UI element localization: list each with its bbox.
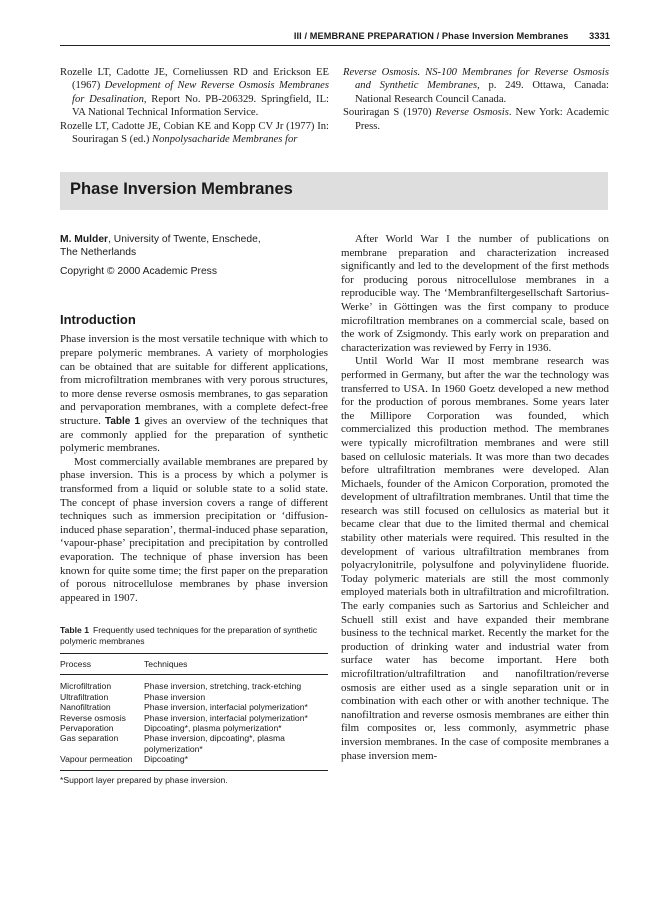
table-body xyxy=(60,675,328,769)
author-affiliation-country: The Netherlands xyxy=(60,247,137,259)
table-row: Microfiltration Phase inversion, stretching, track-etching xyxy=(60,681,302,692)
table-row: Reverse osmosis Phase inversion, interfacial polymerization* xyxy=(60,712,308,723)
author-name: M. Mulder xyxy=(60,234,109,245)
running-head-section: III / MEMBRANE PREPARATION / Phase Inversion Membranes xyxy=(293,31,569,41)
copyright-notice: Copyright © 2000 Academic Press xyxy=(60,266,217,278)
reference-item: Rozelle LT, Cadotte JE, Cobian KE and Kopp CV Jr (1977) In: Souriragan S (ed.) Nonpolysacharide Membranes for xyxy=(60,120,329,146)
page-number: 3331 xyxy=(589,31,610,41)
table-row: Gas separation Phase inversion, dipcoating*, plasma polymerization* xyxy=(60,733,285,754)
body-paragraph: Until World War II most membrane research was performed in Germany, but after the war the technology was transferred to USA. In 1960 Goetz developed a new method for the production of porous membranes. Some years later the Millipore Corporation was founded, which commercialized this production method. The membranes were typically microfiltration membranes and were still based on cellulosic materials. It was more than two decades before ultrafiltration membranes were developed. Alan Michaels, founder of the Amicon Corporation, promoted the development of ultrafiltration membranes. Until that time the research was still focused on cellulosics as material but it became clear that due to the limited thermal and chemical stability other materials were required. This resulted in the development of various ultrafiltration membranes from polyacrylonitrile, polysulfone and polyvinylidene fluoride. Today polymeric materials are still the most commonly employed materials both in ultrafiltration and microfiltration. The early companies such as Sartorius and Schleicher and Schuell still exist and have expanded their membrane business to the technical market. Recently the market for the production of drinking water and industrial water from surface water has become important. Here both microfiltration/ultrafiltration and nanofiltration/reverse osmosis are either used as a single separation unit or in combination with each other or with another technique. The nanofiltration and reverse osmosis membranes are either thin film composites or, less commonly, asymmetric phase inversion membranes. In the case of composite membranes a phase inversion mem- xyxy=(341,355,609,762)
table-header-techniques: Techniques xyxy=(144,659,188,670)
body-paragraph: Most commercially available membranes are prepared by phase inversion. This is a process by which a polymer is transformed from a liquid or soluble state to a solid state. The concept of phase inversion covers a range of different techniques such as immersion precipitation or ‘diffusion-induced phase separation’, thermal-induced phase separation, ‘vapour-phase’ precipitation and precipitation by controlled evaporation. The technique of phase inversion has been known for quite some time; the first paper on the preparation of porous nitrocellulose membranes by phase inversion appeared in 1907. xyxy=(60,455,328,604)
left-column xyxy=(60,233,328,785)
table-bottom-rule xyxy=(60,770,328,771)
running-head xyxy=(60,31,610,41)
section-heading-introduction: Introduction xyxy=(60,312,136,328)
header-rule xyxy=(60,45,610,46)
table-header-process: Process xyxy=(60,659,92,670)
body-paragraph: After World War I the number of publications on membrane preparation and characterization increased significantly and led to the development of the first methods for producing porous nitrocellulose membranes in a reproducible way. The ‘Membranfiltergesellschaft Sartorius-Werke’ in Göttingen was the first company to produce microfiltration membranes on a commercial scale, based on the work of Zsigmondy. This early work on preparation and characterization was reviewed by Ferry in 1936. xyxy=(341,233,609,354)
table-row: Nanofiltration Phase inversion, interfacial polymerization* xyxy=(60,702,308,713)
article-title: Phase Inversion Membranes xyxy=(70,180,293,198)
reference-item: Souriragan S (1970) Reverse Osmosis. New York: Academic Press. xyxy=(343,107,609,132)
references-left-column xyxy=(60,66,329,146)
reference-item: Rozelle LT, Cadotte JE, Corneliussen RD and Erickson EE (1967) Development of New Reverse Osmosis Membranes for Desalination, Report No. PB-206329. Springfield, IL: VA National Technical Information Service. xyxy=(60,67,329,119)
author-affiliation: , University of Twente, Enschede, xyxy=(108,234,261,245)
author-block xyxy=(60,233,328,259)
table-row: Vapour permeation Dipcoating* xyxy=(60,754,188,765)
references-right-column xyxy=(343,66,609,133)
article-title-banner xyxy=(60,172,608,210)
table-reference-link[interactable]: Table 1 xyxy=(104,415,141,427)
table-row: Ultrafiltration Phase inversion xyxy=(60,691,206,702)
table-row: Pervaporation Dipcoating*, plasma polymerization* xyxy=(60,722,282,733)
table-label: Table 1 xyxy=(60,625,89,636)
table-caption: Table 1 Frequently used techniques for the preparation of synthetic polymeric membranes xyxy=(60,625,318,647)
reference-item: Reverse Osmosis. NS-100 Membranes for Reverse Osmosis and Synthetic Membranes, p. 249. Ottawa, Canada: National Research Council Canada. xyxy=(343,67,609,105)
table-header-row xyxy=(60,654,328,674)
right-column xyxy=(341,233,609,763)
body-paragraph: Phase inversion is the most versatile technique with which to prepare polymeric membranes. A variety of morphologies can be obtained that are suitable for different applications, from microfiltration membranes with very porous structures, to more dense reverse osmosis membranes, to gas separation and pervaporation membranes, with a complete defect-free structure. Table 1 gives an overview of the techniques that are commonly applied for the preparation of synthetic polymeric membranes. xyxy=(60,333,329,455)
table-footnote: *Support layer prepared by phase inversion. xyxy=(60,774,228,785)
table-1 xyxy=(60,625,328,784)
